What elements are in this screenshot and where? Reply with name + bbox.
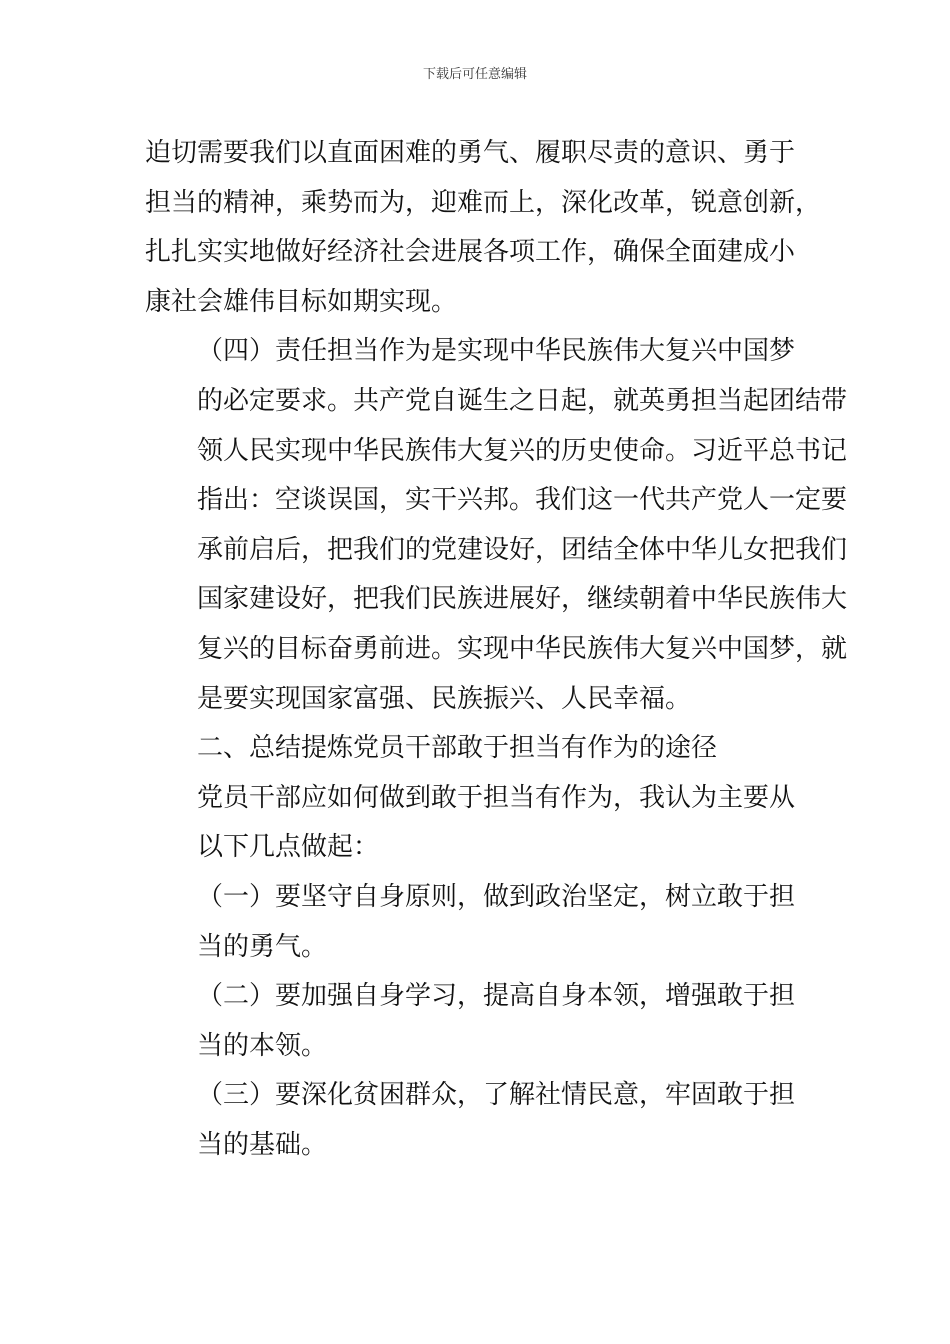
section-heading xyxy=(145,724,795,774)
text-line: 当的勇气。 xyxy=(197,931,328,962)
text-line: （三）要深化贫困群众，了解社情民意，牢固敢于担 xyxy=(197,1080,796,1111)
text-line: 康社会雄伟目标如期实现。 xyxy=(145,286,458,317)
text-line: （四）责任担当作为是实现中华民族伟大复兴中国梦 xyxy=(197,336,796,367)
text-line: 承前启后，把我们的党建设好，团结全体中华儿女把我们 xyxy=(197,534,848,565)
text-line: 指出：空谈误国，实干兴邦。我们这一代共产党人一定要 xyxy=(197,485,848,516)
list-item-three xyxy=(145,1071,795,1170)
text-line: 是要实现国家富强、民族振兴、人民幸福。 xyxy=(197,683,692,714)
text-line: 的必定要求。共产党自诞生之日起，就英勇担当起团结带 xyxy=(197,385,848,416)
paragraph-section-four xyxy=(145,327,848,724)
text-line: 担当的精神，乘势而为，迎难而上，深化改革，锐意创新， xyxy=(145,187,822,218)
paragraph-continuation xyxy=(145,129,822,327)
text-line: （二）要加强自身学习，提高自身本领，增强敢于担 xyxy=(197,981,796,1012)
text-line: 党员干部应如何做到敢于担当有作为，我认为主要从 xyxy=(197,782,796,813)
text-line: 以下几点做起： xyxy=(197,832,380,863)
text-line: 二、总结提炼党员干部敢于担当有作为的途径 xyxy=(197,733,718,764)
paragraph-intro xyxy=(145,774,795,873)
text-line: 当的基础。 xyxy=(197,1129,328,1160)
text-line: （一）要坚守自身原则，做到政治坚定，树立敢于担 xyxy=(197,881,796,912)
text-line: 迫切需要我们以直面困难的勇气、履职尽责的意识、勇于 xyxy=(145,138,796,168)
page-header-note: 下载后可任意编辑 xyxy=(422,67,527,82)
document-body xyxy=(145,129,848,1170)
text-line: 复兴的目标奋勇前进。实现中华民族伟大复兴中国梦，就 xyxy=(197,633,848,664)
text-line: 领人民实现中华民族伟大复兴的历史使命。习近平总书记 xyxy=(197,435,848,466)
list-item-one xyxy=(145,873,795,972)
text-line: 国家建设好，把我们民族进展好，继续朝着中华民族伟大 xyxy=(197,584,848,615)
list-item-two xyxy=(145,972,795,1071)
text-line: 当的本领。 xyxy=(197,1030,328,1061)
text-line: 扎扎实实地做好经济社会进展各项工作，确保全面建成小 xyxy=(145,237,796,268)
